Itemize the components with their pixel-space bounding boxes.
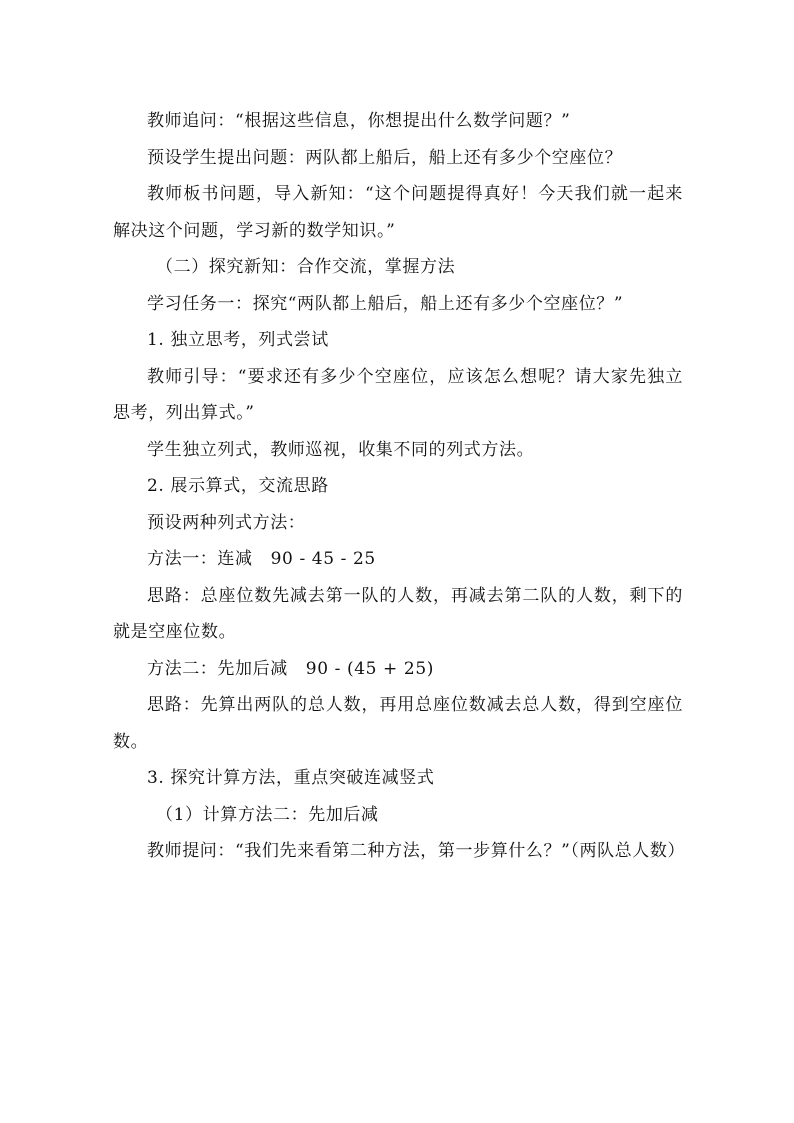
paragraph-student-question: 预设学生提出问题：两队都上船后，船上还有多少个空座位？ xyxy=(147,147,623,168)
paragraph-teacher-asks: 教师提问：“我们先来看第二种方法，第一步算什么？”（两队总人数） xyxy=(147,841,686,861)
method-two-reasoning: 思路：先算出两队的总人数，再用总座位数减去总人数，得到空座位数。 xyxy=(113,695,683,752)
paragraph-teacher-guide: 教师引导：“要求还有多少个空座位，应该怎么想呢？请大家先独立思考，列出算式。” xyxy=(113,366,683,423)
sub-heading-method-two: （1）计算方法二：先加后减 xyxy=(156,804,379,825)
method-one: 方法一：连减 90 - 45 - 25 xyxy=(147,549,376,569)
method-one-reasoning: 思路：总座位数先减去第一队的人数，再减去第二队的人数，剩下的就是空座位数。 xyxy=(113,585,683,642)
paragraph-student-work: 学生独立列式，教师巡视，收集不同的列式方法。 xyxy=(147,439,535,460)
step-heading-1: 1. 独立思考，列式尝试 xyxy=(147,330,329,350)
document-body xyxy=(113,103,686,870)
paragraph-teacher-question: 教师追问：“根据这些信息，你想提出什么数学问题？” xyxy=(147,111,571,131)
paragraph-preset-methods: 预设两种列式方法： xyxy=(147,512,306,533)
method-two: 方法二：先加后减 90 - (45 + 25) xyxy=(147,658,434,679)
paragraph-task-one: 学习任务一：探究“两队都上船后，船上还有多少个空座位？” xyxy=(147,293,624,314)
paragraph-blackboard-intro: 教师板书问题，导入新知：“这个问题提得真好！今天我们就一起来解决这个问题，学习新的数学知识。” xyxy=(113,184,683,241)
step-heading-2: 2. 展示算式，交流思路 xyxy=(147,476,329,496)
section-heading-explore: （二）探究新知：合作交流，掌握方法 xyxy=(156,257,456,277)
step-heading-3: 3. 探究计算方法，重点突破连减竖式 xyxy=(147,768,435,788)
